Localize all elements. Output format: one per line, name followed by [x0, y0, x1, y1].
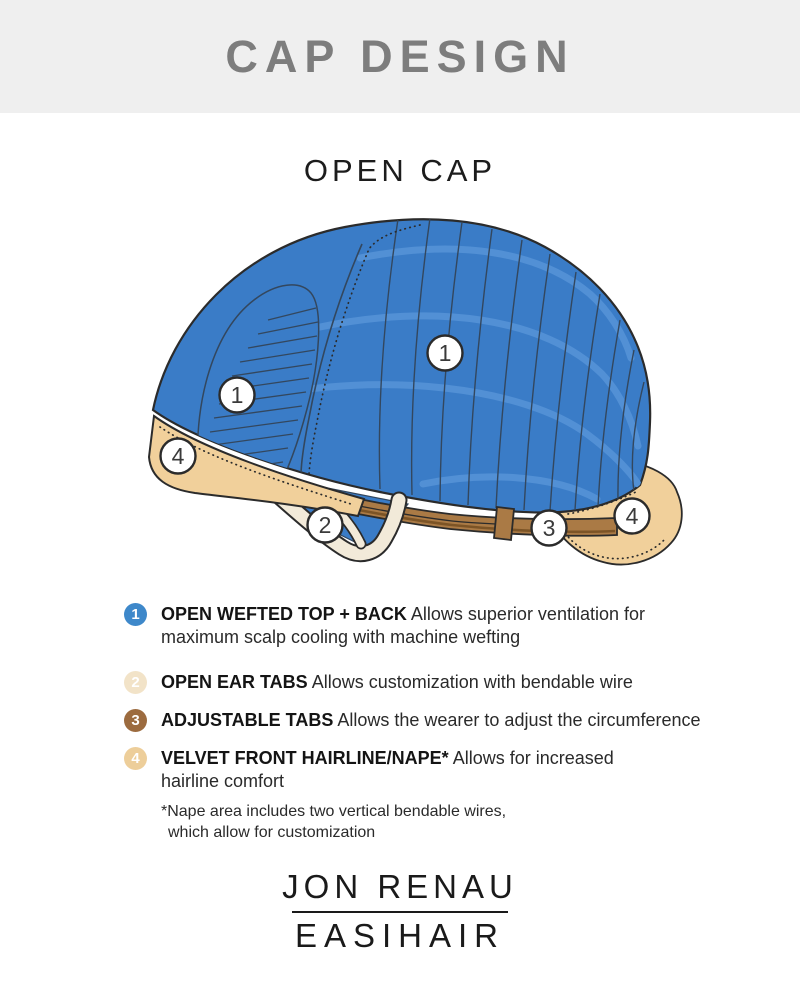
legend-desc-4-line2: hairline comfort: [161, 771, 285, 791]
brand-name-easihair: EASIHAIR: [294, 917, 506, 954]
legend-label-1: OPEN WEFTED TOP + BACK: [161, 604, 407, 624]
logo-divider: [292, 911, 508, 913]
legend-text-2: [161, 671, 633, 694]
svg-text:1: 1: [230, 382, 244, 408]
legend-item-2: [124, 671, 724, 694]
footnote-line2: which allow for customization: [168, 824, 376, 841]
legend-desc-1: Allows superior ventilation for: [410, 604, 645, 624]
strap-buckle: [494, 507, 514, 540]
diagram-title: OPEN CAP: [303, 153, 497, 188]
legend-badge-4: 4: [124, 747, 147, 770]
callout-1-front: [220, 378, 255, 413]
legend-desc-2: Allows customization with bendable wire: [311, 672, 633, 692]
legend-badge-1: 1: [124, 603, 147, 626]
callout-3-strap: [532, 511, 567, 546]
callout-4-nape: [615, 499, 650, 534]
callout-1-back: [428, 336, 463, 371]
nape-footnote: [161, 801, 724, 843]
brand-name-jon-renau: JON RENAU: [282, 868, 518, 905]
legend-item-1: [124, 603, 724, 649]
legend-label-4: VELVET FRONT HAIRLINE/NAPE*: [161, 748, 449, 768]
legend-badge-2: 2: [124, 671, 147, 694]
callout-4-front-hairline: [161, 439, 196, 474]
brand-logo: [0, 868, 800, 955]
legend-text-3: [161, 709, 701, 732]
cap-diagram: [140, 212, 700, 587]
footnote-line1: *Nape area includes two vertical bendable wires,: [161, 803, 507, 820]
legend-label-2: OPEN EAR TABS: [161, 672, 308, 692]
legend: [124, 603, 724, 843]
svg-text:4: 4: [625, 503, 639, 529]
legend-text-4: [161, 747, 614, 793]
legend-desc-4: Allows for increased: [452, 748, 614, 768]
svg-text:4: 4: [171, 443, 185, 469]
legend-label-3: ADJUSTABLE TABS: [161, 710, 334, 730]
svg-text:2: 2: [318, 512, 332, 538]
page-title: CAP DESIGN: [225, 30, 575, 82]
callout-2-ear-tab: [308, 508, 343, 543]
legend-item-3: [124, 709, 724, 732]
svg-text:3: 3: [542, 515, 556, 541]
legend-desc-3: Allows the wearer to adjust the circumference: [337, 710, 701, 730]
header-band: [0, 0, 800, 113]
svg-text:1: 1: [438, 340, 452, 366]
legend-item-4: [124, 747, 724, 793]
legend-desc-1-line2: maximum scalp cooling with machine wefting: [161, 627, 521, 647]
legend-text-1: [161, 603, 645, 649]
cap-illustration: [140, 212, 700, 587]
legend-badge-3: 3: [124, 709, 147, 732]
